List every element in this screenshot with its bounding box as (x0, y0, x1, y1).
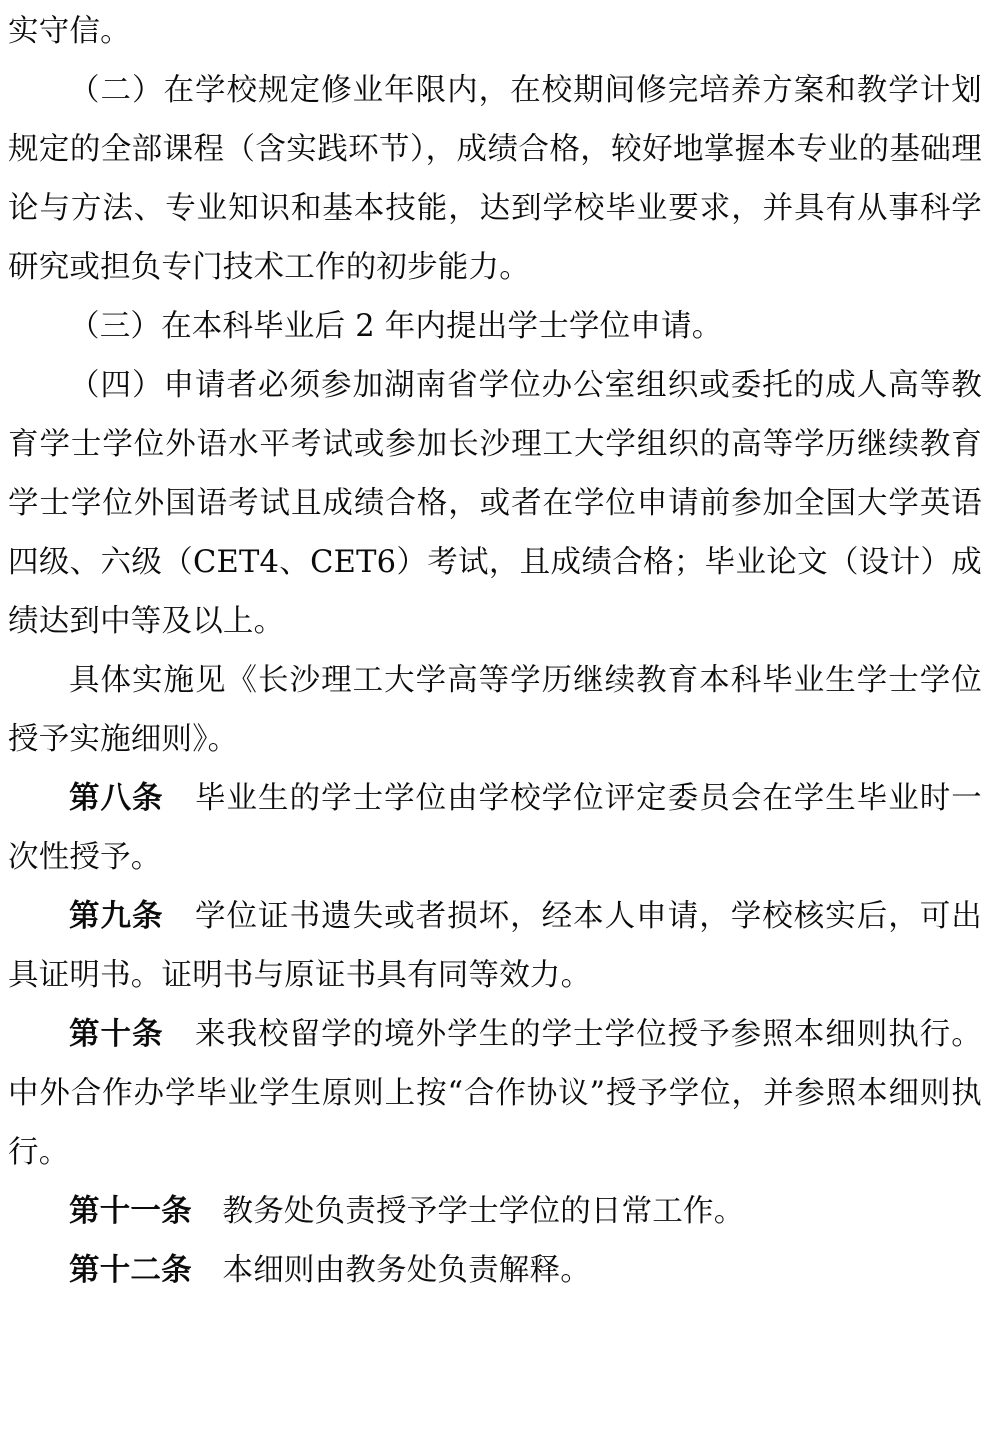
paragraph-article-9 (8, 887, 982, 1005)
article-label-10: 第十条 (69, 1016, 164, 1052)
paragraph-article-8 (8, 769, 982, 887)
paragraph-item-4: （四）申请者必须参加湖南省学位办公室组织或委托的成人高等教育学士学位外语水平考试或参加长沙理工大学组织的高等学历继续教育学士学位外国语考试且成绩合格，或者在学位申请前参加全国大学英语四级、六级（CET4、CET6）考试，且成绩合格；毕业论文（设计）成绩达到中等及以上。 (8, 368, 982, 639)
article-label-12: 第十二条 (69, 1252, 192, 1288)
article-text-12: 本细则由教务处负责解释。 (191, 1253, 591, 1288)
paragraph-implementation: 具体实施见《长沙理工大学高等学历继续教育本科毕业生学士学位授予实施细则》。 (8, 663, 982, 757)
article-label-11: 第十一条 (69, 1193, 192, 1229)
article-text-10: 来我校留学的境外学生的学士学位授予参照本细则执行。中外合作办学毕业学生原则上按“合作协议”授予学位，并参照本细则执行。 (8, 1017, 982, 1170)
paragraph-continued: 实守信。 (8, 14, 131, 49)
article-label-9: 第九条 (69, 898, 164, 934)
paragraph-article-11 (8, 1182, 982, 1241)
paragraph-item-3: （三）在本科毕业后 2 年内提出学士学位申请。 (69, 309, 723, 344)
article-text-11: 教务处负责授予学士学位的日常工作。 (191, 1194, 745, 1229)
article-label-8: 第八条 (69, 780, 164, 816)
paragraph-article-10 (8, 1005, 982, 1182)
document-body (8, 0, 982, 1300)
article-text-8: 毕业生的学士学位由学校学位评定委员会在学生毕业时一次性授予。 (8, 781, 982, 875)
article-text-9: 学位证书遗失或者损坏，经本人申请，学校核实后，可出具证明书。证明书与原证书具有同等效力。 (8, 899, 982, 993)
paragraph-item-2: （二）在学校规定修业年限内，在校期间修完培养方案和教学计划规定的全部课程（含实践环节），成绩合格，较好地掌握本专业的基础理论与方法、专业知识和基本技能，达到学校毕业要求，并具有从事科学研究或担负专门技术工作的初步能力。 (8, 73, 982, 285)
paragraph-article-12 (8, 1241, 982, 1300)
